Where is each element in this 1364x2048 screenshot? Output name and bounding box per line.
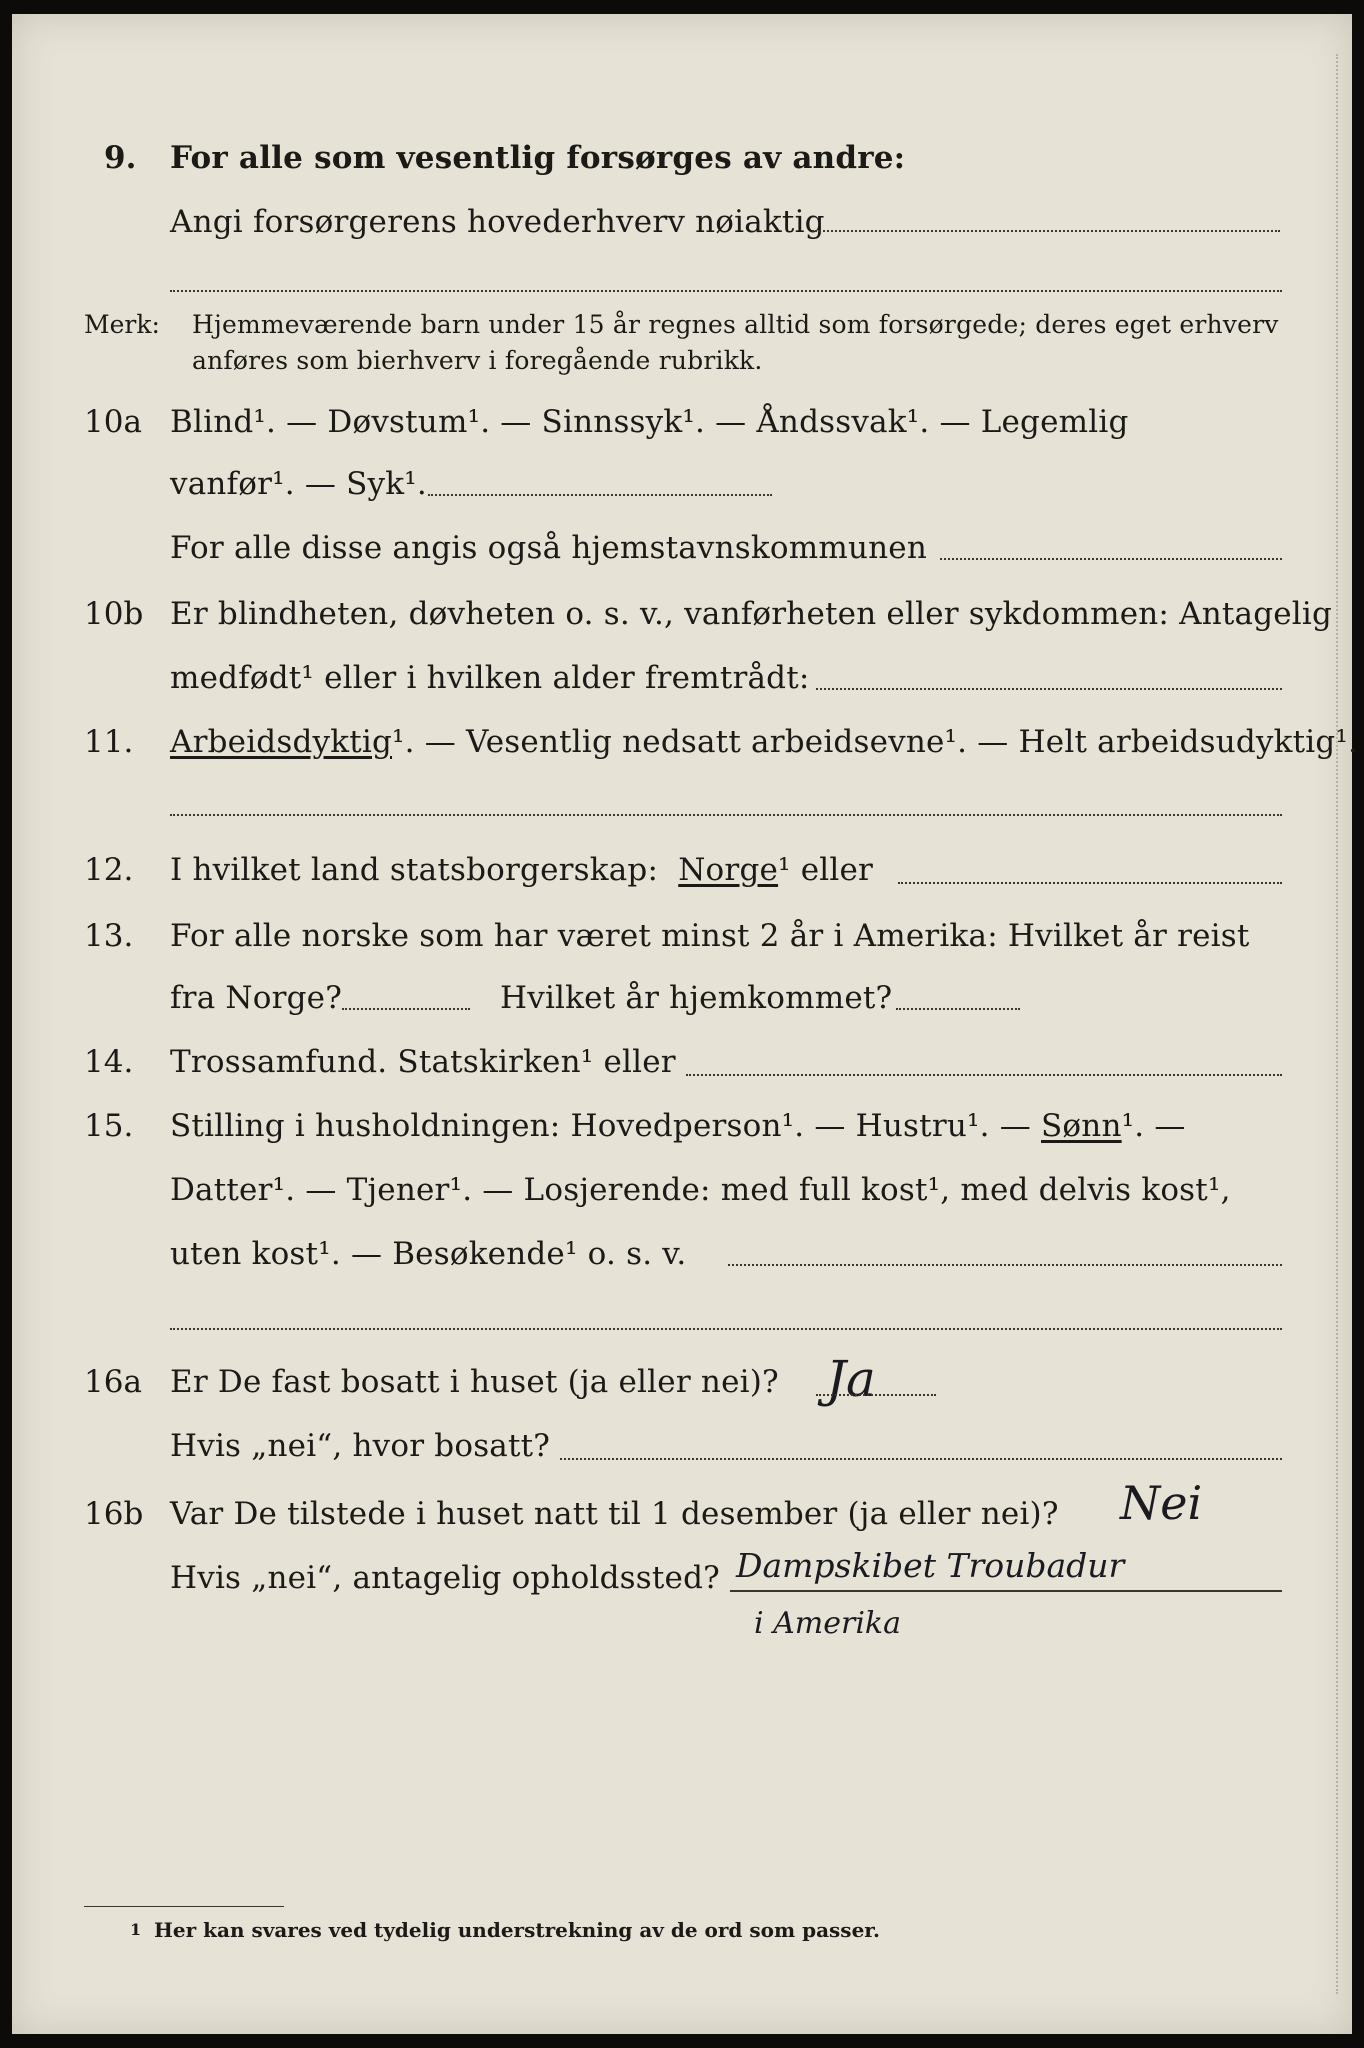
merk-label: Merk: [84, 310, 160, 339]
q12-eller: ¹ eller [778, 852, 874, 888]
q13-number: 13. [84, 918, 134, 954]
q15-answer-field-2[interactable] [170, 1328, 1282, 1330]
footnote-mark: 1 [130, 1920, 142, 1939]
q12-underlined-norge: Norge [678, 852, 779, 888]
q13-line-2a: fra Norge? [170, 980, 343, 1016]
q10a-number: 10a [84, 404, 142, 440]
q12-prompt: I hvilket land statsborgerskap: [170, 852, 659, 888]
q15-underlined-sonn: Sønn [1041, 1108, 1122, 1144]
q11-number: 11. [84, 724, 134, 760]
merk-line-2: anføres som bierhverv i foregående rubrikk. [192, 346, 763, 375]
perforated-edge [1334, 54, 1338, 1994]
q11-rest: ¹. — Vesentlig nedsatt arbeidsevne¹. — Helt arbeidsudyktig¹. [392, 724, 1359, 760]
q16b-location-field[interactable] [730, 1590, 1282, 1592]
q13-hjemkommet-field[interactable] [896, 1008, 1020, 1010]
q10a-hjemstavn-field[interactable] [940, 558, 1282, 560]
q11-answer-field[interactable] [170, 814, 1282, 816]
q11-line [170, 724, 1358, 760]
q10b-line-2: medfødt¹ eller i hvilken alder fremtrådt: [170, 660, 810, 696]
q15-line-1 [170, 1108, 1186, 1144]
q16b-line-1: Var De tilstede i huset natt til 1 desember (ja eller nei)? [170, 1496, 1059, 1532]
q16a-bosatt-field[interactable] [560, 1458, 1282, 1460]
footnote-rule [84, 1906, 284, 1907]
q10b-line-1: Er blindheten, døvheten o. s. v., vanførheten eller sykdommen: Antagelig [170, 596, 1333, 632]
q16a-line-2: Hvis „nei“, hvor bosatt? [170, 1428, 551, 1464]
footnote-text: Her kan svares ved tydelig understrekning av de ord som passer. [154, 1918, 880, 1942]
q16b-handwritten-answer: Nei [1120, 1476, 1203, 1530]
q14-answer-field[interactable] [686, 1074, 1282, 1076]
q11-underlined-choice: Arbeidsdyktig [170, 724, 393, 760]
q16b-line-2: Hvis „nei“, antagelig opholdssted? [170, 1560, 720, 1596]
q16b-number: 16b [84, 1496, 144, 1532]
merk-line-1: Hjemmeværende barn under 15 år regnes alltid som forsørgede; deres eget erhverv [192, 310, 1279, 339]
q16a-handwritten-answer: Ja [826, 1350, 876, 1408]
q12-number: 12. [84, 852, 134, 888]
q10b-number: 10b [84, 596, 144, 632]
q15-line-1-start: Stilling i husholdningen: Hovedperson¹. — Hustru¹. — [170, 1108, 1031, 1144]
q9-title: For alle som vesentlig forsørges av andre: [170, 140, 906, 176]
q16b-handwritten-location: Dampskibet Troubadur [736, 1546, 1125, 1585]
q15-line-3: uten kost¹. — Besøkende¹ o. s. v. [170, 1236, 687, 1272]
q10a-line-3: For alle disse angis også hjemstavnskommunen [170, 530, 927, 566]
q10a-line-2: vanfør¹. — Syk¹. [170, 466, 427, 502]
q10a-line-1: Blind¹. — Døvstum¹. — Sinnssyk¹. — Åndssvak¹. — Legemlig [170, 404, 1129, 440]
q14-number: 14. [84, 1044, 134, 1080]
q13-line-1: For alle norske som har været minst 2 år i Amerika: Hvilket år reist [170, 918, 1250, 954]
q12-answer-field[interactable] [898, 882, 1282, 884]
q9-line: Angi forsørgerens hovederhverv nøiaktig [170, 204, 825, 240]
q13-reist-field[interactable] [342, 1008, 470, 1010]
q16b-handwritten-location-2: i Amerika [754, 1606, 901, 1641]
q15-line-2: Datter¹. — Tjener¹. — Losjerende: med full kost¹, med delvis kost¹, [170, 1172, 1231, 1208]
q10b-answer-field[interactable] [816, 688, 1282, 690]
q9-number: 9. [104, 140, 137, 176]
q14-line: Trossamfund. Statskirken¹ eller [170, 1044, 676, 1080]
q9-answer-field-2[interactable] [170, 290, 1282, 292]
q16a-line-1: Er De fast bosatt i huset (ja eller nei)? [170, 1364, 779, 1400]
q15-line-1-end: ¹. — [1121, 1108, 1186, 1144]
q13-line-2b: Hvilket år hjemkommet? [500, 980, 893, 1016]
q16a-number: 16a [84, 1364, 142, 1400]
q12-line [170, 852, 873, 888]
q16a-answer-field[interactable] [816, 1394, 936, 1396]
q15-number: 15. [84, 1108, 134, 1144]
q10a-syk-field[interactable] [428, 494, 772, 496]
q15-answer-field[interactable] [728, 1264, 1282, 1266]
q9-answer-field[interactable] [812, 230, 1280, 232]
